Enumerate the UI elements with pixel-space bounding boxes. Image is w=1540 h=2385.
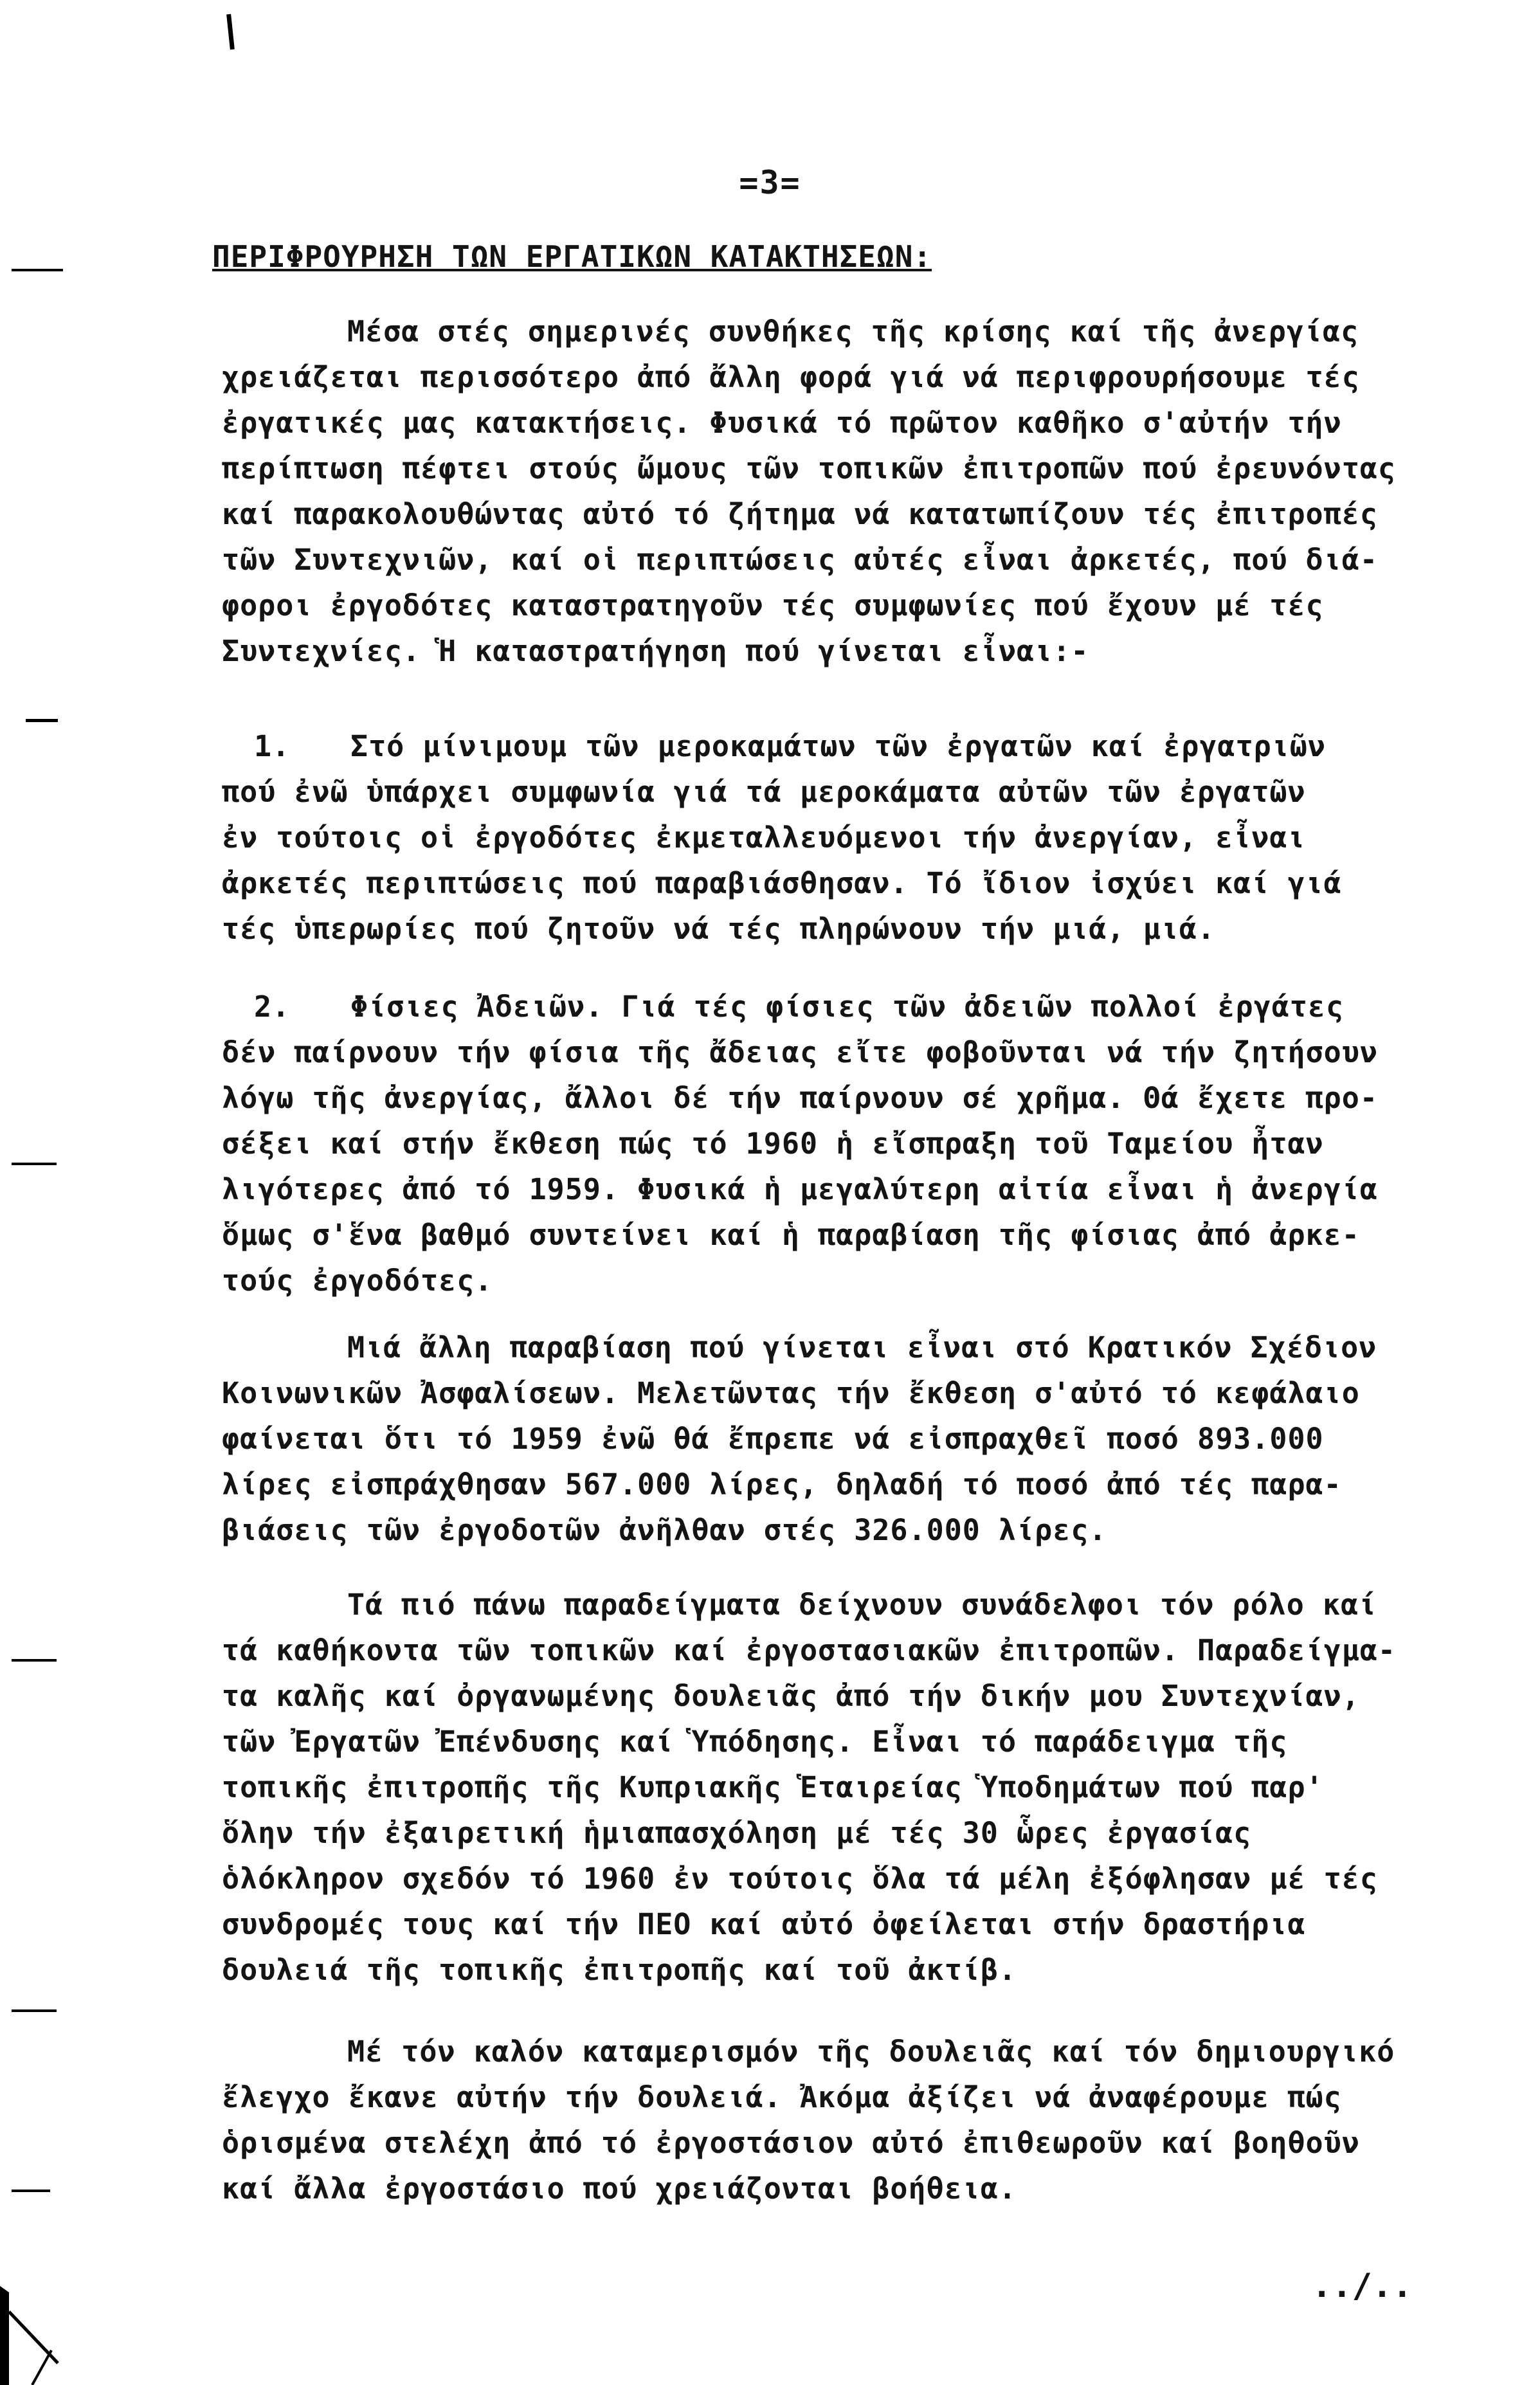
text-line: δουλειά τῆς τοπικῆς ἐπιτροπῆς καί τοῦ ἀκτίβ. — [222, 1953, 1017, 1987]
text-line: Συντεχνίες. Ἡ καταστρατήγηση πού γίνεται εἶναι:- — [222, 634, 1089, 668]
text-line: φαίνεται ὅτι τό 1959 ἐνῶ θά ἔπρεπε νά εἰσπραχθεῖ ποσό 893.000 — [222, 1422, 1324, 1456]
text-line: ἐργατικές μας κατακτήσεις. Φυσικά τό πρῶτον καθῆκο σ'αὐτήν τήν — [222, 406, 1342, 440]
text-line: τά καθήκοντα τῶν τοπικῶν καί ἐργοστασιακῶν ἐπιτροπῶν. Παραδείγμα- — [222, 1633, 1396, 1667]
text-line: φοροι ἐργοδότες καταστρατηγοῦν τές συμφωνίες πού ἔχουν μέ τές — [222, 588, 1324, 622]
margin-dash-5 — [12, 2009, 57, 2012]
text-line: ἀρκετές περιπτώσεις πού παραβιάσθησαν. Τό ἴδιον ἰσχύει καί γιά — [222, 866, 1342, 900]
text-line: περίπτωση πέφτει στούς ὤμους τῶν τοπικῶν ἐπιτροπῶν πού ἐρευνόντας — [222, 451, 1396, 485]
text-line: ἔλεγχο ἔκανε αὐτήν τήν δουλειά. Ἀκόμα ἀξίζει νά ἀναφέρουμε πώς — [222, 2080, 1342, 2114]
text-line: τα καλῆς καί ὀργανωμένης δουλειᾶς ἀπό τήν δικήν μου Συντεχνίαν, — [222, 1679, 1360, 1713]
text-line: βιάσεις τῶν ἐργοδοτῶν ἀνῆλθαν στές 326.000 λίρες. — [222, 1513, 1107, 1547]
text-line: λιγότερες ἀπό τό 1959. Φυσικά ἡ μεγαλύτερη αἰτία εἶναι ἡ ἀνεργία — [222, 1172, 1378, 1206]
numbered-item-2 — [222, 984, 1482, 1303]
text-line: λίρες εἰσπράχθησαν 567.000 λίρες, δηλαδή τό ποσό ἀπό τές παρα- — [222, 1467, 1342, 1501]
text-line: τούς ἐργοδότες. — [222, 1264, 493, 1298]
section-heading: ΠΕΡΙΦΡΟΥΡΗΣΗ ΤΩΝ ΕΡΓΑΤΙΚΩΝ ΚΑΤΑΚΤΗΣΕΩΝ: — [212, 239, 932, 274]
margin-dash-4 — [12, 1659, 57, 1662]
margin-dash-2 — [26, 719, 58, 722]
paragraph-final — [222, 2029, 1482, 2211]
text-line: λόγω τῆς ἀνεργίας, ἄλλοι δέ τήν παίρνουν σέ χρῆμα. Θά ἔχετε προ- — [222, 1081, 1378, 1115]
numbered-item-1 — [222, 723, 1482, 952]
margin-dash-3 — [12, 1163, 57, 1165]
text-line: δέν παίρνουν τήν φίσια τῆς ἄδειας εἴτε φοβοῦνται νά τήν ζητήσουν — [222, 1035, 1378, 1069]
text-line: Μέ τόν καλόν καταμερισμόν τῆς δουλειᾶς καί τόν δημιουργικό — [347, 2035, 1395, 2069]
text-line: ὅμως σ'ἕνα βαθμό συντείνει καί ἡ παραβίαση τῆς φίσιας ἀπό ἀρκε- — [222, 1218, 1360, 1252]
continuation-mark: ../.. — [1312, 2267, 1413, 2305]
text-line: σέξει καί στήν ἔκθεση πώς τό 1960 ἡ εἴσπραξη τοῦ Ταμείου ἦταν — [222, 1127, 1324, 1161]
paragraph-social-insurance — [222, 1325, 1482, 1553]
margin-dash-6 — [12, 2190, 50, 2192]
item-text: Στό μίνιμουμ τῶν μεροκαμάτων τῶν ἐργατῶν καί ἐργατριῶν — [350, 729, 1326, 763]
text-line: ὅλην τήν ἐξαιρετική ἡμιαπασχόληση μέ τές 30 ὧρες ἐργασίας — [222, 1816, 1252, 1850]
text-line: Μέσα στές σημερινές συνθήκες τῆς κρίσης καί τῆς ἀνεργίας — [347, 314, 1359, 349]
text-line: ὁλόκληρον σχεδόν τό 1960 ἐν τούτοις ὅλα τά μέλη ἐξόφλησαν μέ τές — [222, 1862, 1378, 1896]
paragraph-1 — [222, 309, 1482, 674]
text-line: πού ἐνῶ ὑπάρχει συμφωνία γιά τά μεροκάματα αὐτῶν τῶν ἐργατῶν — [222, 775, 1306, 809]
text-line: τῶν Συντεχνιῶν, καί οἱ περιπτώσεις αὐτές εἶναι ἀρκετές, πού διά- — [222, 543, 1378, 577]
item-number: 1. — [254, 729, 291, 763]
page-number: =3= — [739, 164, 801, 201]
text-line: Μιά ἄλλη παραβίαση πού γίνεται εἶναι στό Κρατικόν Σχέδιον — [347, 1330, 1377, 1365]
text-line: ὁρισμένα στελέχη ἀπό τό ἐργοστάσιον αὐτό ἐπιθεωροῦν καί βοηθοῦν — [222, 2126, 1360, 2160]
margin-dash-1 — [12, 269, 63, 271]
text-line: Κοινωνικῶν Ἀσφαλίσεων. Μελετῶντας τήν ἔκθεση σ'αὐτό τό κεφάλαιο — [222, 1376, 1360, 1410]
text-line: Τά πιό πάνω παραδείγματα δείχνουν συνάδελφοι τόν ρόλο καί — [347, 1588, 1377, 1622]
paragraph-examples — [222, 1582, 1482, 1993]
item-number: 2. — [254, 990, 291, 1024]
text-line: τοπικῆς ἐπιτροπῆς τῆς Κυπριακῆς Ἑταιρείας Ὑποδημάτων πού παρ' — [222, 1770, 1324, 1804]
text-line: τές ὑπερωρίες πού ζητοῦν νά τές πληρώνουν τήν μιά, μιά. — [222, 912, 1216, 946]
text-line — [222, 984, 1482, 1029]
text-line: καί παρακολουθώντας αὐτό τό ζήτημα νά κατατωπίζουν τές ἐπιτροπές — [222, 497, 1378, 531]
text-line: καί ἄλλα ἐργοστάσιο πού χρειάζονται βοήθεια. — [222, 2172, 1017, 2206]
scan-corner-mark — [0, 2286, 71, 2385]
text-line: τῶν Ἐργατῶν Ἐπένδυσης καί Ὑπόδησης. Εἶναι τό παράδειγμα τῆς — [222, 1725, 1288, 1759]
text-line — [222, 723, 1482, 769]
text-line: ἐν τούτοις οἱ ἐργοδότες ἐκμεταλλευόμενοι τήν ἀνεργίαν, εἶναι — [222, 821, 1306, 855]
text-line: συνδρομές τους καί τήν ΠΕΟ καί αὐτό ὀφείλεται στήν δραστήρια — [222, 1907, 1306, 1941]
item-text: Φίσιες Ἀδειῶν. Γιά τές φίσιες τῶν ἀδειῶν πολλοί ἐργάτες — [350, 990, 1345, 1024]
text-line: χρειάζεται περισσότερο ἀπό ἄλλη φορά γιά νά περιφρουρήσουμε τές — [222, 360, 1360, 394]
scan-mark-top — [226, 14, 235, 50]
